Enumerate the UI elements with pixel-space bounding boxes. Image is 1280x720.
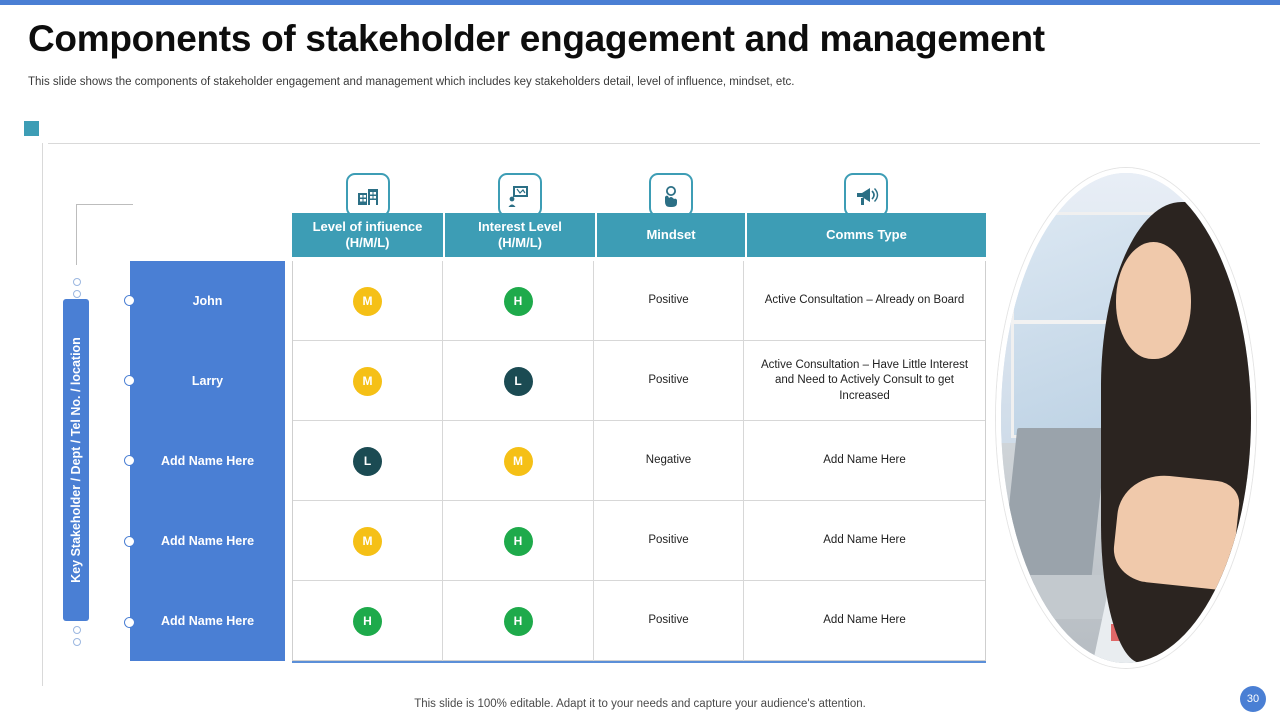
stakeholder-table: [292, 261, 986, 661]
mindset-cell: Negative: [594, 421, 744, 501]
vertical-divider: [42, 143, 43, 686]
page-number-badge: 30: [1240, 686, 1266, 712]
table-row: [293, 261, 985, 341]
influence-badge: M: [353, 367, 382, 396]
axis-dot-bottom: [73, 626, 81, 634]
page-title: Components of stakeholder engagement and management: [28, 18, 1045, 59]
stakeholder-name-cell[interactable]: [130, 501, 285, 581]
horizontal-divider: [48, 143, 1260, 144]
photo-person-arm: [1111, 471, 1242, 591]
interest-badge: H: [504, 527, 533, 556]
influence-cell: [293, 261, 443, 341]
mindset-cell: Positive: [594, 261, 744, 341]
interest-badge: M: [504, 447, 533, 476]
stakeholder-names-column: [130, 261, 285, 661]
stakeholder-name-text: John: [192, 294, 223, 308]
key-stakeholder-axis-label-text: Key Stakeholder / Dept / Tel No. / location: [69, 337, 83, 583]
row-marker-dot: [124, 375, 135, 386]
row-marker-dot: [124, 536, 135, 547]
stakeholder-name-text: Add Name Here: [160, 614, 255, 628]
corner-outline-box: [76, 204, 133, 265]
stakeholder-name-cell[interactable]: [130, 261, 285, 341]
comms-cell: Active Consultation – Have Little Interest and Need to Actively Consult to get Increased: [760, 358, 969, 402]
interest-cell: [443, 421, 594, 501]
influence-cell: [293, 581, 443, 661]
influence-cell: [293, 421, 443, 501]
page-subtitle: This slide shows the components of stakeholder engagement and management which includes key stakeholders detail, level of influence, mindset, etc.: [28, 76, 795, 88]
influence-cell: [293, 501, 443, 581]
presenter-interest-icon: [498, 173, 542, 217]
interest-cell: [443, 501, 594, 581]
photo-laptop: [1000, 428, 1106, 585]
stakeholder-name-cell[interactable]: [130, 581, 285, 661]
key-stakeholder-axis-label: [63, 299, 89, 621]
table-row: [293, 581, 985, 661]
interest-cell: [443, 581, 594, 661]
column-header-mindset-line1: Mindset: [646, 226, 696, 242]
stakeholder-name-text: Add Name Here: [160, 534, 255, 548]
photo-person-face: [1116, 242, 1191, 360]
stakeholder-name-cell[interactable]: [130, 421, 285, 501]
office-photo: [996, 168, 1256, 668]
axis-dot-bottom-2: [73, 638, 81, 646]
axis-dot-top-2: [73, 290, 81, 298]
interest-badge: H: [504, 607, 533, 636]
megaphone-comms-icon: [844, 173, 888, 217]
table-bottom-accent: [292, 661, 986, 663]
comms-cell: Add Name Here: [823, 614, 906, 627]
influence-badge: L: [353, 447, 382, 476]
column-header-comms: [747, 213, 986, 257]
stakeholder-name-text: Larry: [191, 374, 224, 388]
axis-dot-top: [73, 278, 81, 286]
influence-badge: M: [353, 527, 382, 556]
factory-influence-icon: [346, 173, 390, 217]
interest-badge: H: [504, 287, 533, 316]
footer-note: This slide is 100% editable. Adapt it to your needs and capture your audience's attention.: [414, 698, 866, 710]
comms-cell: Add Name Here: [823, 534, 906, 547]
influence-cell: [293, 341, 443, 421]
column-header-influence-line1: Level of infiuence: [312, 218, 423, 234]
mindset-cell: Positive: [594, 341, 744, 421]
column-header-mindset: [597, 213, 745, 257]
interest-cell: [443, 341, 594, 421]
stakeholder-name-cell[interactable]: [130, 341, 285, 421]
interest-cell: [443, 261, 594, 341]
column-header-influence-line2: (H/M/L): [345, 235, 390, 250]
table-row: [293, 501, 985, 581]
mindset-cell: Positive: [594, 581, 744, 661]
column-header-interest-line1: Interest Level: [478, 218, 562, 234]
influence-badge: H: [353, 607, 382, 636]
column-header-interest-line2: (H/M/L): [497, 235, 543, 250]
top-accent-bar: [0, 0, 1280, 5]
column-header-influence: [292, 213, 443, 257]
comms-cell: Active Consultation – Already on Board: [764, 294, 965, 307]
accent-square: [24, 121, 39, 136]
comms-cell: Add Name Here: [823, 454, 906, 467]
row-marker-dot: [124, 295, 135, 306]
column-header-comms-line1: Comms Type: [826, 226, 907, 242]
stakeholder-name-text: Add Name Here: [160, 454, 255, 468]
row-marker-dot: [124, 455, 135, 466]
column-header-interest: [445, 213, 595, 257]
hand-idea-icon: [649, 173, 693, 217]
table-row: [293, 421, 985, 501]
influence-badge: M: [353, 287, 382, 316]
row-marker-dot: [124, 617, 135, 628]
mindset-cell: Positive: [594, 501, 744, 581]
interest-badge: L: [504, 367, 533, 396]
table-row: [293, 341, 985, 421]
